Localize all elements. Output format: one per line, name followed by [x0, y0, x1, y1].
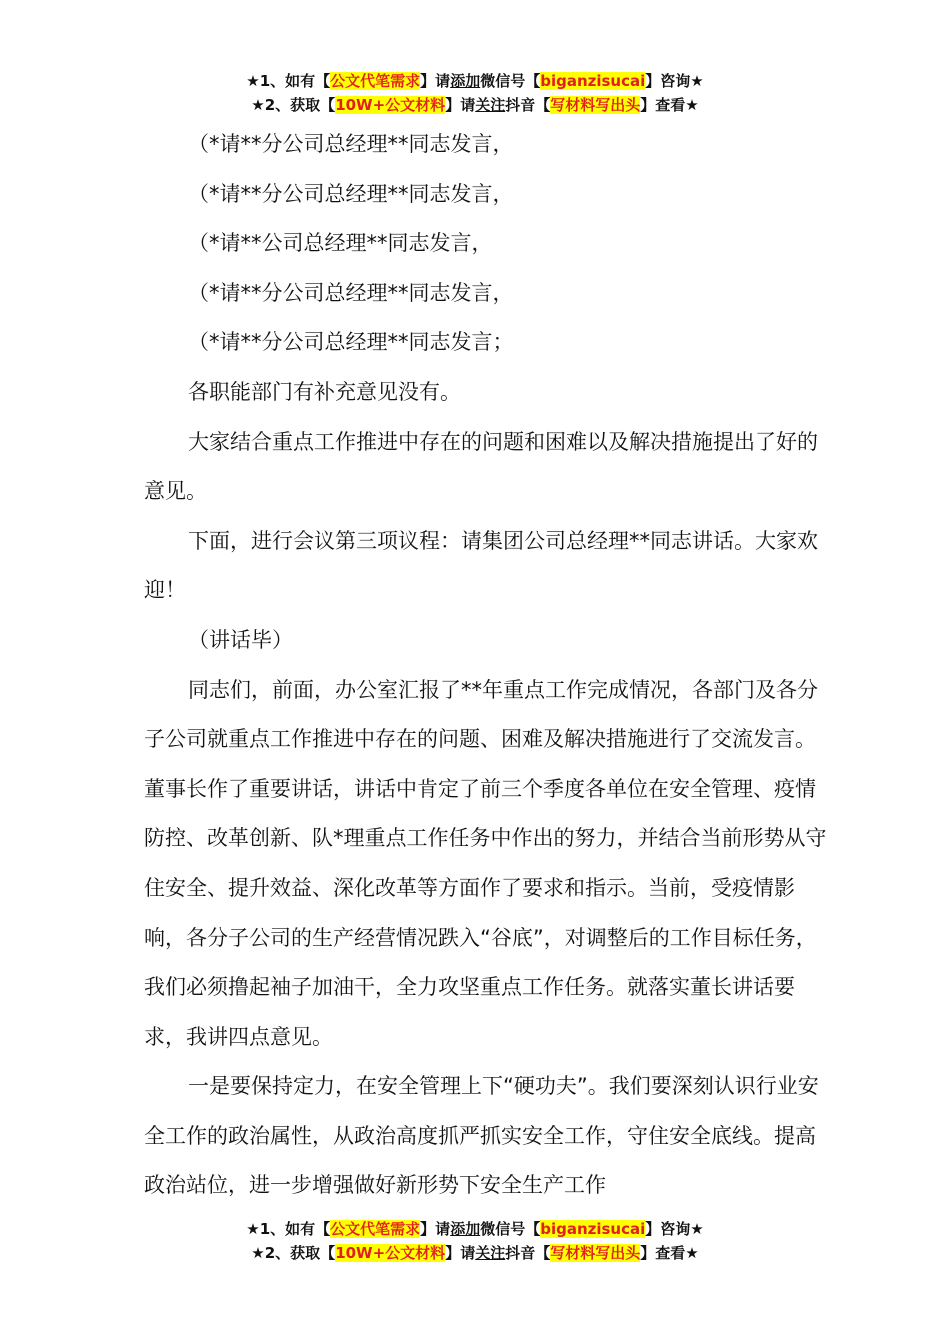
speaker-line: （*请**分公司总经理**同志发言，	[188, 132, 514, 156]
banner-text: 】查看★	[640, 96, 699, 114]
banner-text: ★2、获取【	[251, 1244, 336, 1262]
banner-underlined: 添加	[450, 1220, 481, 1238]
banner-line-2	[0, 1241, 950, 1265]
banner-text: 】请	[445, 96, 476, 114]
highlight-materials: 10W+公文材料	[335, 1244, 446, 1262]
banner-line-2	[0, 93, 950, 117]
banner-text: 】请	[420, 1220, 451, 1238]
highlight-service: 公文代笔需求	[330, 1220, 421, 1238]
banner-text: ★1、如有【	[246, 72, 331, 90]
banner-underlined: 关注	[475, 96, 506, 114]
banner-text: ★2、获取【	[251, 96, 336, 114]
banner-line-1	[0, 1217, 950, 1241]
banner-text: 抖音【	[505, 1244, 551, 1262]
banner-text: 】查看★	[640, 1244, 699, 1262]
speaker-line: （*请**分公司总经理**同志发言，	[188, 280, 514, 305]
banner-line-1	[0, 69, 950, 93]
paragraph-first-point: 一是要保持定力，在安全管理上下“硬功夫”。我们要深刻认识行业安全工作的政治属性，从政治高度抓严抓实安全工作，守住安全底线。提高政治站位，进一步增强做好新形势下安全生产工作	[144, 1074, 819, 1198]
paragraph-agenda: 下面，进行会议第三项议程：请集团公司总经理**同志讲话。大家欢迎！	[144, 528, 818, 603]
bottom-banner	[0, 1217, 950, 1265]
speaker-line: （*请**公司总经理**同志发言，	[188, 231, 493, 256]
banner-text: 】请	[420, 72, 451, 90]
document-body	[144, 120, 834, 1211]
top-banner	[0, 69, 950, 117]
paragraph-comrades: 同志们，前面，办公室汇报了**年重点工作完成情况，各部门及各分子公司就重点工作推进中存在的问题、困难及解决措施进行了交流发言。董事长作了重要讲话，讲话中肯定了前三个季度各单位在安全管理、疫情防控、改革创新、队*理重点工作任务中作出的努力，并结合当前形势从守住安全、提升效益、深化改革等方面作了要求和指示。当前，受疫情影响，各分子公司的生产经营情况跌入“谷底”，对调整后的工作目标任务，我们必须撸起袖子加油干，全力攻坚重点工作任务。就落实董长讲话要求，我讲四点意见。	[144, 677, 827, 1049]
highlight-wechat-id: biganzisucai	[540, 1220, 646, 1238]
banner-underlined: 关注	[475, 1244, 506, 1262]
banner-text: 抖音【	[505, 96, 551, 114]
speaker-line: （*请**分公司总经理**同志发言；	[188, 330, 514, 355]
banner-underlined: 添加	[450, 72, 481, 90]
speaker-line: （*请**分公司总经理**同志发言，	[188, 181, 514, 206]
banner-text: 】咨询★	[645, 1220, 704, 1238]
highlight-douyin: 写材料写出头	[550, 1244, 641, 1262]
banner-text: ★1、如有【	[246, 1220, 331, 1238]
highlight-wechat-id: biganzisucai	[540, 72, 646, 90]
banner-text: 微信号【	[480, 72, 541, 90]
banner-text: 】咨询★	[645, 72, 704, 90]
highlight-service: 公文代笔需求	[330, 72, 421, 90]
paragraph-summary: 大家结合重点工作推进中存在的问题和困难以及解决措施提出了好的意见。	[144, 429, 818, 504]
paragraph-departments: 各职能部门有补充意见没有。	[188, 379, 461, 404]
highlight-douyin: 写材料写出头	[550, 96, 641, 114]
highlight-materials: 10W+公文材料	[335, 96, 446, 114]
banner-text: 微信号【	[480, 1220, 541, 1238]
banner-text: 】请	[445, 1244, 476, 1262]
paragraph-after-speech: （讲话毕）	[188, 627, 293, 652]
